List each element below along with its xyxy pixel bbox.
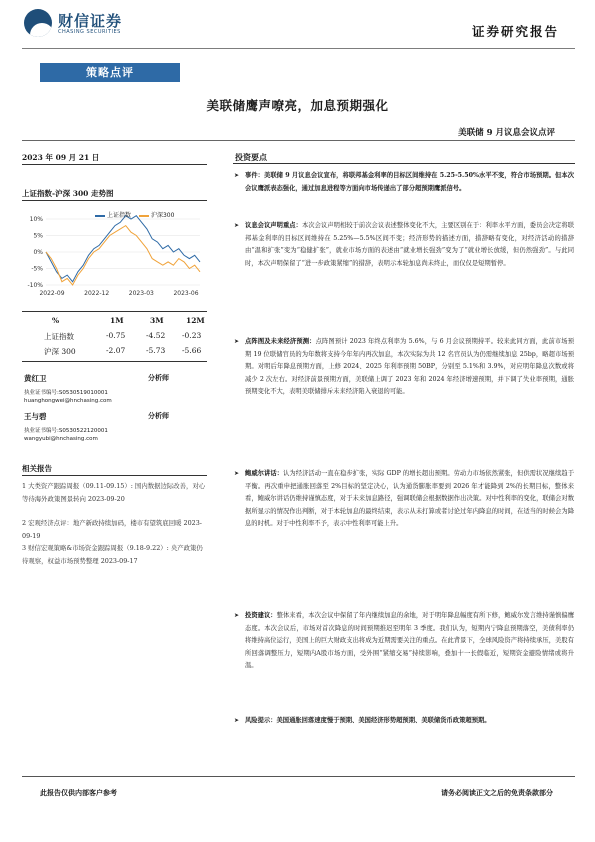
- perf-cell: 沪深 300: [44, 347, 76, 356]
- analyst-email[interactable]: huanghongwei@hnchasing.com: [24, 398, 112, 404]
- perf-cell: -5.73: [146, 346, 166, 355]
- bullet-statement: [234, 220, 574, 270]
- chart-grid: [46, 219, 200, 285]
- y-tick-label: 10%: [29, 216, 43, 223]
- y-tick-label: -10%: [27, 282, 43, 289]
- legend-swatch-sh: [95, 215, 105, 217]
- bullet-event: [234, 170, 574, 195]
- date-divider: [22, 164, 207, 165]
- bullet-label: 风险提示：: [245, 717, 277, 724]
- analyst-cert: 执业证书编号:S0530519010001: [24, 390, 108, 396]
- perf-header-12m: 12M: [186, 316, 205, 325]
- bullet-text: 美国通胀回落速度慢于预期、美国经济形势超预期、美联储货币政策超预期。: [276, 717, 491, 724]
- series-line-sh: [46, 216, 200, 282]
- related-divider: [22, 475, 207, 476]
- analyst-role: 分析师: [148, 411, 169, 420]
- y-tick-label: 0%: [33, 249, 43, 256]
- perf-header-label: %: [52, 316, 60, 325]
- perf-cell: -0.75: [106, 331, 126, 340]
- perf-cell: 上证指数: [44, 332, 74, 341]
- title-divider: [22, 140, 575, 141]
- perf-header-1m: 1M: [110, 316, 124, 325]
- perf-bottom-divider: [22, 361, 207, 362]
- bullet-text: 点阵图预计 2023 年终点利率为 5.6%，与 6 月会议预期持平。较来此同方面，此前市场预期 19 位联储官员的为年数将支持今年年内再次加息，本次实际为共 12 名官员认为仍需继续加息 25bp，略超市场预期。对明后年降息预期方面，上修 2024、2025 年利率预期 50BP，分别至 5.1%和 3.9%，对应明年降息次数或将减少 2 次左右。对经济前景预期方面，美联储上调了 2023 年和 2024 年经济增速预期，并下调了失业率预期，通胀预期变化不大，表明美联储排斥未来经济陷入衰退的可能。: [245, 338, 574, 396]
- analyst-role: 分析师: [148, 373, 169, 382]
- x-tick-label: 2023-06: [173, 290, 199, 297]
- report-subtitle: 美联储 9 月议息会议点评: [458, 128, 555, 138]
- arrow-icon: ➤: [234, 717, 240, 724]
- analyst-name: 黄红卫: [24, 374, 47, 383]
- bullet-label: 事件：: [245, 172, 264, 179]
- table-row: [22, 331, 207, 343]
- list-item[interactable]: 2 宏观经济点评：地产新政持续加码，楼市有望筑底回暖 2023-09-19: [22, 519, 202, 540]
- table-row: [22, 346, 207, 358]
- perf-cell: -2.07: [106, 346, 126, 355]
- chart-section-divider: [22, 200, 207, 201]
- bullet-text: 认为经济活动一直在稳步扩张，实际 GDP 的增长超出预期。劳动力市场依然紧张，但供需状况继续趋于平衡。再次重申把通胀回落至 2%目标的坚定决心，认为通货膨胀率要到 2026 年才能降到 2%的长期目标，整体来看，鲍威尔讲话仍维持谨慎态度，对于未来加息路径，强调联储会根据数据作出决策。对中性利率的变化，联储会对数据所显示的情况作出判断，对于本轮加息的最终结束，表示从未打算或者讨论过年内降息的时间，在适当的时候会为降息的时机。对于中性利率不予，表示中性利率可能上升。: [245, 470, 575, 528]
- perf-header-3m: 3M: [150, 316, 164, 325]
- report-date: 2023 年 09 月 21 日: [22, 153, 100, 162]
- legend-swatch-hs300: [139, 215, 149, 217]
- y-tick-label: -5%: [31, 265, 43, 273]
- bullet-label: 鲍威尔讲话：: [245, 470, 284, 477]
- category-tag: 策略点评: [40, 63, 180, 82]
- analyst-email[interactable]: wangyubi@hnchasing.com: [24, 436, 98, 442]
- bullet-label: 点阵图及未来经济预测：: [245, 338, 316, 345]
- arrow-icon: ➤: [234, 222, 240, 229]
- perf-cell: -0.23: [182, 331, 202, 340]
- bullet-text: 整体来看，本次会议中保留了年内继续加息的余地，对于明年降息幅度有所下修，鲍威尔发言维持谨慎偏鹰态度。本次会议后，市场对首次降息的时间预期推迟至明年 3 季度。我们认为，短期内宁降息预期落空，美债利率仍将维持高位运行，美国上的巨大财政支出将成为近期需要关注的重点。在此背景下，全球风险资产将持续承压，美股有所回落调整压力，短期内A股市场方面，受外围“紧缩交易”持续影响，叠加十一长假临近，短期资金避险情绪或将升温。: [245, 612, 575, 670]
- y-tick-label: 5%: [33, 232, 43, 240]
- bullet-label: 议息会议声明重点：: [245, 222, 302, 229]
- bullet-text: 本次会议声明相较于前次会议表述整体变化不大，主要区别在于：利率水平方面，委员会决定将联邦基金利率的目标区间维持在 5.25%—5.5%区间不变；经济形势的描述方面，措辞略有变化，对经济活动的措辞由“温和扩张”变为“稳健扩张”，就业市场方面的表述由“就业增长强劲”变为了“就业增长放缓，但仍然强劲”。与此同时，本次声明保留了“进一步政策紧缩”的措辞，表明示本轮加息尚未终止，而仅仅是短期暂停。: [245, 222, 575, 267]
- logo-icon: [24, 9, 52, 37]
- perf-cell: -4.52: [146, 331, 166, 340]
- x-tick-label: 2022-09: [39, 290, 65, 297]
- logo-name: 财信证券: [58, 12, 123, 30]
- bullet-risk: [234, 715, 574, 728]
- list-item[interactable]: 3 财信宏观策略&市场资金跟踪周报（9.18-9.22）: 央产政策仍待观察，权益市场预势整理 2023-09-17: [22, 544, 203, 565]
- analyst-name: 王与碧: [24, 412, 47, 421]
- bullet-label: 投资建议：: [245, 612, 277, 619]
- bullet-text: 美联储 9 月议息会议宣布，将联邦基金利率的目标区间维持在 5.25-5.50%水平不变，符合市场预期。但本次会议鹰派表态强化，通过加息进程等方面向市场传递出了部分超预期鹰派信号。: [245, 172, 574, 192]
- arrow-icon: ➤: [234, 470, 240, 477]
- footer-divider: [22, 776, 575, 777]
- arrow-icon: ➤: [234, 338, 240, 345]
- invest-points-title: 投资要点: [235, 152, 267, 162]
- footer-left: 此报告仅供内部客户参考: [40, 788, 117, 797]
- perf-cell: -5.66: [182, 346, 202, 355]
- legend-label-hs300: 沪深300: [150, 212, 175, 219]
- perf-header-row: [22, 316, 207, 328]
- chart-legend: [95, 210, 195, 220]
- chart-y-ticks: [27, 216, 43, 289]
- list-item[interactable]: 1 大类资产跟踪周报（09.11-09.15）: 国内数据边际改善，对心等待海外政策图景转向 2023-09-20: [22, 482, 206, 503]
- arrow-icon: ➤: [234, 612, 240, 619]
- analyst-cert: 执业证书编号:S0530522120001: [24, 428, 108, 434]
- legend-label-sh: 上证指数: [107, 212, 132, 219]
- chart-lines: [46, 216, 200, 285]
- related-reports-title: 相关报告: [22, 464, 52, 473]
- doc-type: 证券研究报告: [471, 24, 559, 39]
- header-divider: [22, 48, 575, 49]
- x-tick-label: 2022-12: [84, 290, 110, 297]
- bullet-dotplot: [234, 336, 574, 399]
- bullet-powell: [234, 468, 574, 531]
- invest-divider: [233, 163, 575, 164]
- perf-top-divider: [22, 311, 207, 312]
- chart-x-ticks: [39, 290, 198, 297]
- arrow-icon: ➤: [234, 172, 240, 179]
- series-line-hs300: [46, 226, 200, 285]
- logo-name-en: CHASING SECURITIES: [58, 29, 121, 35]
- footer-disclaimer[interactable]: 请务必阅读正文之后的免责条款部分: [441, 788, 553, 797]
- report-title: 美联储鹰声嘹亮，加息预期强化: [206, 98, 389, 113]
- bullet-advice: [234, 610, 574, 673]
- x-tick-label: 2023-03: [128, 290, 154, 297]
- chart-section-title: 上证指数-沪深 300 走势图: [22, 189, 114, 198]
